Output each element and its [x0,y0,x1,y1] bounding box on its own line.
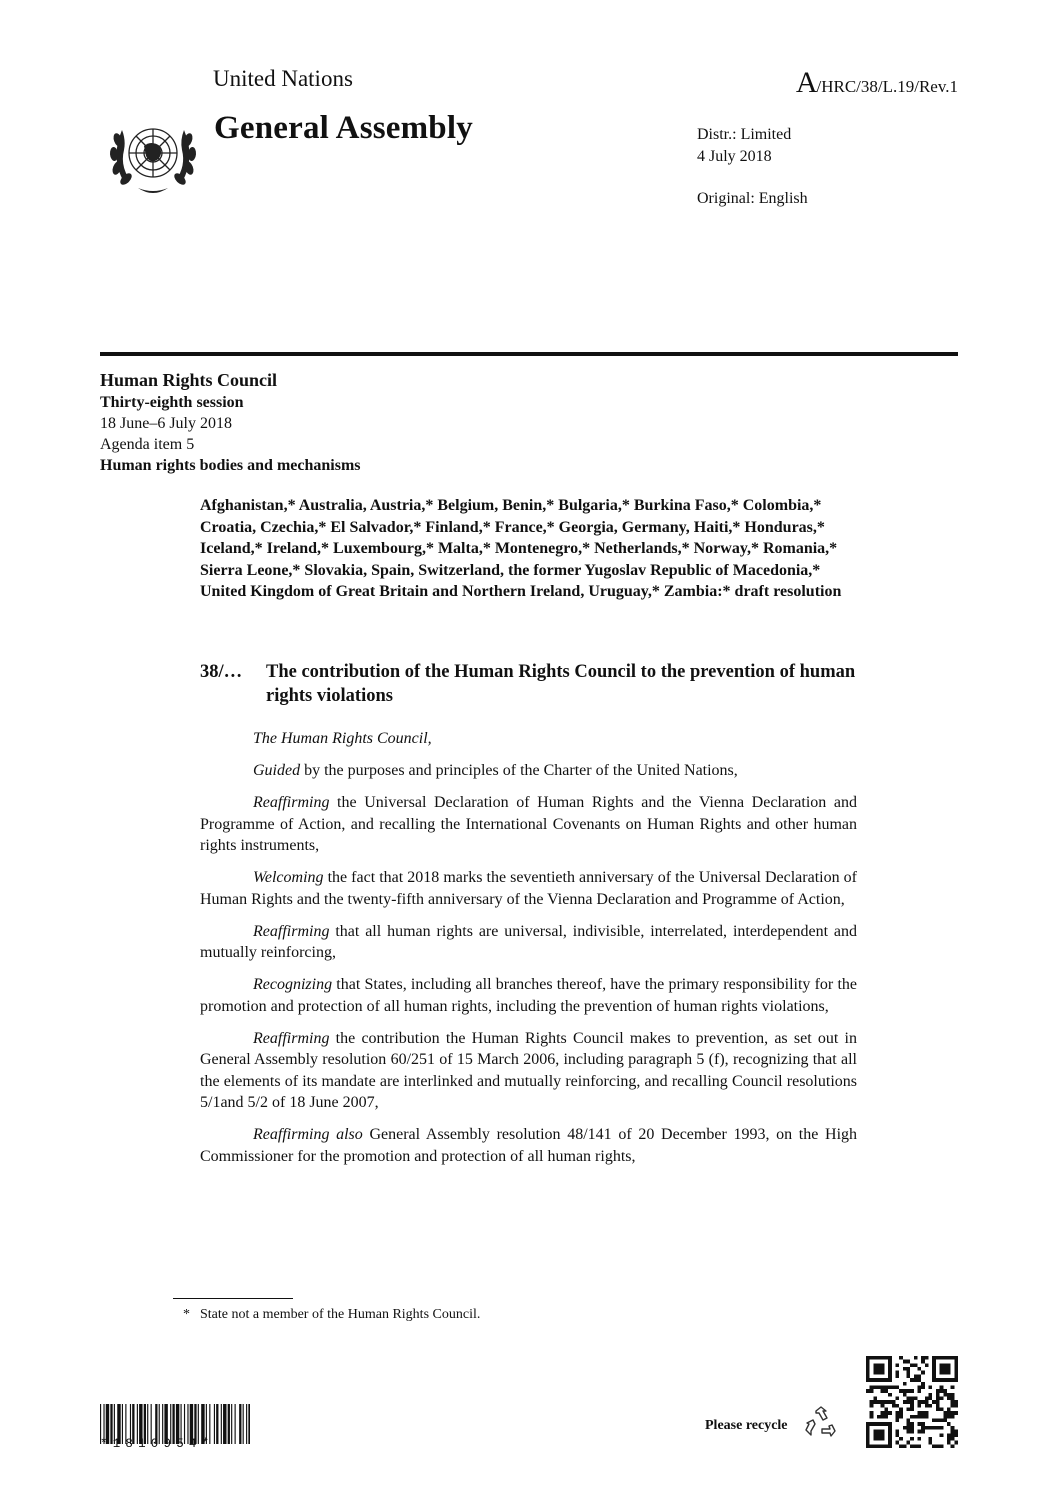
preamble-paragraph [200,728,857,750]
resolution-title: The contribution of the Human Rights Council to the prevention of human rights violations [266,662,856,706]
paragraph-text: by the purposes and principles of the Charter of the United Nations, [300,762,738,779]
paragraph-lead: Guided [253,762,301,779]
document-symbol [796,66,958,100]
paragraph-text: that all human rights are universal, indivisible, interrelated, interdependent and mutually reinforcing, [200,922,857,961]
council-block [100,368,361,476]
footnote-divider [173,1298,293,1299]
resolution-body [200,728,857,1178]
preamble-paragraph [200,1028,857,1114]
session-dates: 18 June–6 July 2018 [100,415,232,432]
agenda-item-title: Human rights bodies and mechanisms [100,457,361,474]
paragraph-text: the fact that 2018 marks the seventieth anniversary of the Universal Declaration of Human Rights and the twenty-fifth anniversary of the Vienna Declaration and Programme of Action, [200,869,857,908]
header-divider [100,352,958,356]
sponsors-list: Afghanistan,* Australia, Austria,* Belgium, Benin,* Bulgaria,* Burkina Faso,* Colombia,* Croatia, Czechia,* El Salvador,* Finland,* France,* Georgia, Germany, Haiti,* Honduras,* Iceland,* Ireland,* Luxembourg,* Malta,* Montenegro,* Netherlands,* Norway,* Romania,* Sierra Leone,* Slovakia, Spain, Switzerland, the former Yugoslav Republic of Macedonia,* United Kingdom of Great Britain and Northern Ireland, Uruguay,* Zambia:* draft resolution [200,497,842,601]
distribution-block [697,124,808,210]
preamble-paragraph [200,974,857,1017]
footnote [183,1307,480,1323]
paragraph-lead: Recognizing [253,976,333,993]
agenda-item: Agenda item 5 [100,436,195,453]
resolution-number: 38/… [200,662,243,682]
preamble-paragraph [200,792,857,857]
paragraph-lead: The Human Rights Council, [253,730,432,747]
organization-name: United Nations [213,66,353,91]
original-language: Original: English [697,190,808,207]
qr-code [866,1356,958,1448]
resolution-heading [200,660,860,708]
preamble-paragraph [200,1124,857,1167]
general-assembly-title: General Assembly [214,110,473,146]
council-title: Human Rights Council [100,370,278,390]
preamble-paragraph [200,921,857,964]
footnote-text: State not a member of the Human Rights Council. [200,1307,481,1322]
paragraph-lead: Reaffirming [253,922,330,940]
preamble-paragraph [200,867,857,910]
distribution-status: Distr.: Limited [697,126,792,143]
recycle-label: Please recycle [705,1418,788,1433]
paragraph-lead: Reaffirming also [253,1126,363,1143]
footnote-marker: * [183,1307,190,1322]
paragraph-text: the Universal Declaration of Human Rights and the Vienna Declaration and Programme of Action, and recalling the International Covenants on Human Rights and other human rights instruments, [200,794,857,854]
paragraph-lead: Reaffirming [253,1029,330,1047]
document-date: 4 July 2018 [697,148,772,165]
paragraph-lead: Welcoming [253,869,324,886]
paragraph-text: the contribution the Human Rights Council makes to prevention, as set out in General Assembly resolution 60/251 of 15 March 2006, including paragraph 5 (f), recognizing that all the elements of its mandate are interlinked and mutually reinforcing, and recalling Council resolutions 5/1and 5/2 of 18 June 2007, [200,1029,857,1111]
symbol-prefix: A [795,66,817,99]
barcode-number: *1810954* [100,1437,215,1451]
paragraph-text: General Assembly resolution 48/141 of 20 December 1993, on the High Commissioner for the promotion and protection of all human rights, [200,1126,858,1165]
session-name: Thirty-eighth session [100,394,244,411]
paragraph-lead: Reaffirming [253,794,330,811]
un-emblem-icon [104,110,202,200]
symbol-rest: /HRC/38/L.19/Rev.1 [816,77,958,96]
recycle-icon [804,1405,838,1439]
preamble-paragraph [200,760,857,782]
paragraph-text: that States, including all branches thereof, have the primary responsibility for the promotion and protection of all human rights, including the prevention of human rights violations, [200,976,857,1015]
